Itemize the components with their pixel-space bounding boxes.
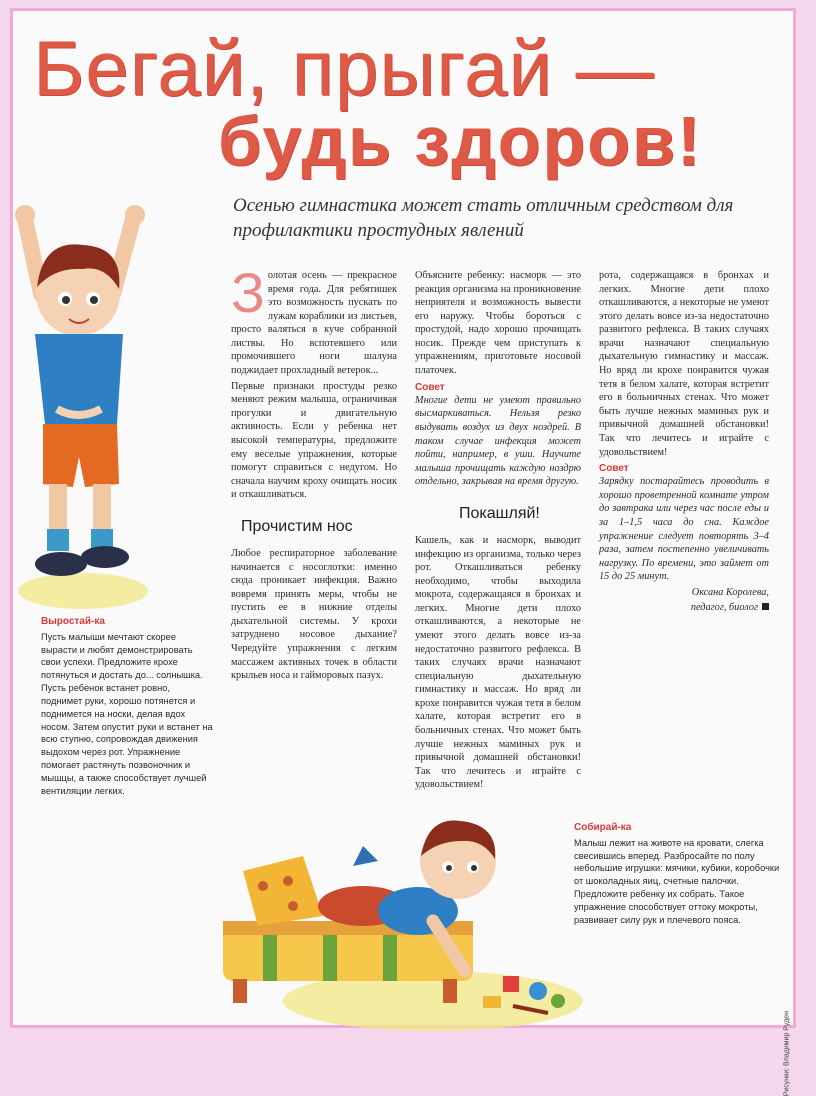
subtitle: Осенью гимнастика может стать отличным средством для профилактики простудных явлений xyxy=(233,195,734,241)
sidebar-stretch xyxy=(41,615,213,798)
title-line-2: будь здоров! xyxy=(218,102,703,180)
tip-text: Многие дети не умеют правильно высмаркиваться. Нельзя резко выдувать воздух из двух ноздрей. В таком случае инфекция может пойти, например, в уши. Научите малыша прочищать каждую ноздрю отдельно, закрывая на время другую. xyxy=(415,394,581,488)
author-role: педагог, биолог xyxy=(599,601,769,615)
magazine-page xyxy=(10,8,796,1096)
tip-label: Совет xyxy=(599,463,629,475)
sidebar-text: Пусть малыши мечтают скорее вырасти и любят демонстрировать свои успехи. Предложите крохе потянуться и достать до... солнышка. Пусть ребенок встанет ровно, поднимет руки, хорошо потянется и поднимется на носки, делая вдох носом. Затем опустит руки и встанет на всю ступню, сопровождая движения выдохом через рот. Упражнение помогает растянуть позвоночник и мышцы, а также способствует лучшей вентиляции легких. xyxy=(41,631,213,796)
article-paragraph: Первые признаки простуды резко меняют режим малыша, ограничивая прогулки и двигательную активность. Если у ребенка нет высокой температуры, предложите ему веселые упражнения, которые помогут справиться с недугом. Но сначала научим кроху очищать носик и откашливаться. xyxy=(231,380,397,501)
article-paragraph: Кашель, как и насморк, выводит инфекцию из организма, только через рот. Откашливаться ребенку необходимо, чтобы выходила мокрота, содержащаяся в бронхах и легких. Многие дети плохо откашливаются, а некоторые не умеют этого делать вовсе из-за недостаточно развитого рефлекса. В таких случаях врачи назначают специальную дыхательную гимнастику и массаж. Но вряд ли крохе понравится чужая тетя в белом халате, которая встретит его в больничных стенах. Что может быть лучше нежных маминых рук и привычной домашней обстановки! Так что лечитесь и играйте с удовольствием! xyxy=(415,534,581,791)
sidebar-text: Малыш лежит на животе на кровати, слегка свесившись вперед. Разбросайте по полу небольшие игрушки: мячики, кубики, коробочки от шоколадных яиц, счетные палочки. Предложите ребенку их собрать. Такое упражнение способствует оттоку мокроты, развивает силу рук и плечевого пояса. xyxy=(574,837,780,925)
article-paragraph: Любое респираторное заболевание начинается с носоглотки: именно сюда проникает инфекция. Важно вовремя принять меры, чтобы не пустить ее в нижние отделы дыхательной системы. У крохи затруднено носовое дыхание? Чередуйте упражнения с легким массажем активных точек в области крыльев носа и гайморовых пазух. xyxy=(231,547,397,682)
sidebar-title: Собирай-ка xyxy=(574,822,632,833)
section-heading-nose: Прочистим нос xyxy=(241,517,353,535)
article-column-3 xyxy=(599,269,769,615)
sidebar-title: Выростай-ка xyxy=(41,616,105,627)
article-column-1 xyxy=(231,261,397,685)
sidebar-collect xyxy=(574,821,780,927)
article-paragraph: олотая осень — прекрасное время года. Для ребятишек это возможность пускать по лужам кораблики из листьев, просто валяться в куче собранной листвы. Но вспотевшего или промочившего ноги шалуна поджидает прохладный ветерок... xyxy=(231,270,397,377)
tip-text: Зарядку постарайтесь проводить в хорошо проветренной комнате утром до завтрака или через час после еды и за 1–1,5 часа до сна. Каждое упражнение следует повторять 3–4 раза, затем постепенно увеличивать нагрузку. По времени, это займет от 15 до 25 минут. xyxy=(599,476,769,583)
article-paragraph: Объясните ребенку: насморк — это реакция организма на проникновение неприятеля и возможность вывести его наружу. Чтобы бороться с простудой, надо хорошо прочищать носик. Прежде чем приступать к упражнениям, приготовьте носовой платочек. xyxy=(415,270,581,377)
boy-stretching-illustration xyxy=(13,199,203,619)
illustration-credit: Рисунки: Владимир Руден xyxy=(783,1011,790,1096)
section-heading-cough: Покашляй! xyxy=(459,504,540,522)
tip-label: Совет xyxy=(415,381,445,393)
end-mark xyxy=(762,603,769,610)
article-column-2 xyxy=(415,269,581,791)
author-name: Оксана Королева, xyxy=(691,586,769,598)
boy-on-bed-illustration xyxy=(203,801,583,1031)
drop-cap: З xyxy=(231,261,265,324)
title-line-1: Бегай, прыгай — xyxy=(33,24,655,112)
article-paragraph-continued: рота, содержащаяся в бронхах и легких. Многие дети плохо откашливаются, а некоторые не умеют этого делать вовсе из-за недостаточно развитого рефлекса. В таких случаях врачи назначают специальную дыхательную гимнастику и массаж. Но вряд ли крохе понравится чужая тетя в белом халате, которая встретит его в больничных стенах. Что может быть лучше нежных маминых рук и привычной домашней обстановки! Так что лечитесь и играйте с удовольствием! xyxy=(599,270,769,458)
